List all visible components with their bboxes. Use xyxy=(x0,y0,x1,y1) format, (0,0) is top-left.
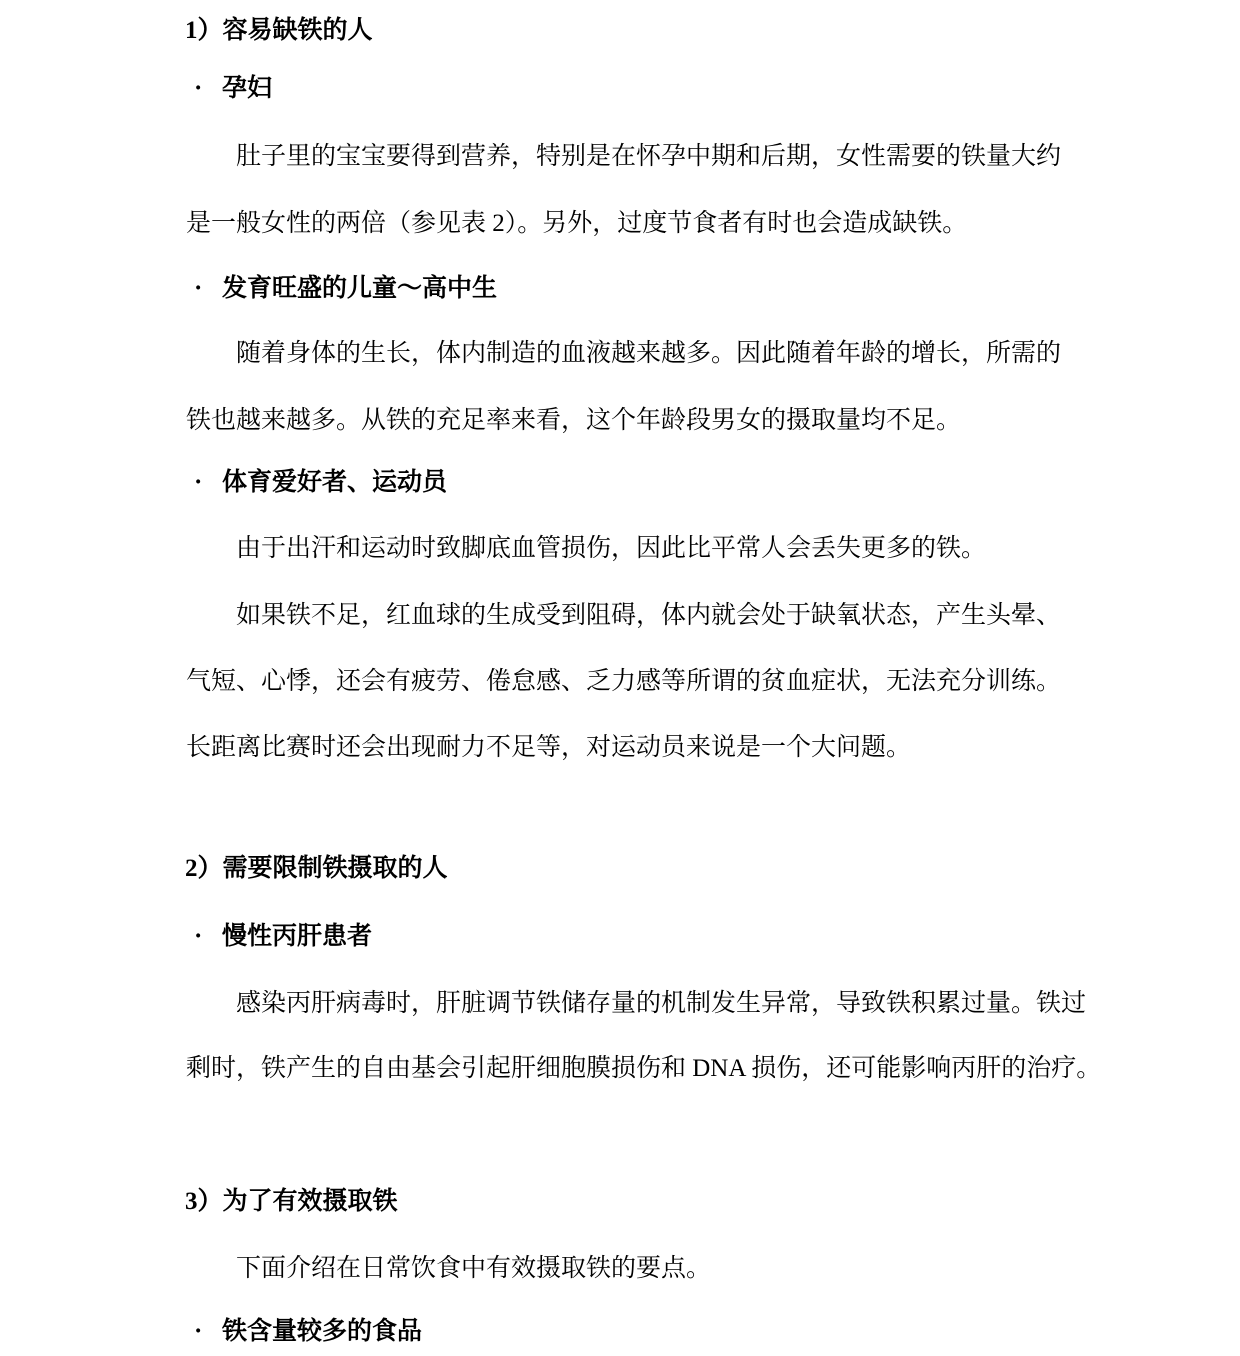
bullet-heading-label: 铁含量较多的食品 xyxy=(222,1318,423,1345)
para-athletes-line-3: 气短、心悸，还会有疲劳、倦怠感、乏力感等所谓的贫血症状，无法充分训练。 xyxy=(186,668,1062,695)
bullet-dot-icon: · xyxy=(194,1318,203,1345)
para-intro-effective-intake: 下面介绍在日常饮食中有效摄取铁的要点。 xyxy=(236,1255,712,1282)
bullet-heading-iron-rich-foods xyxy=(194,1318,422,1346)
bullet-heading-growing-children xyxy=(194,275,497,303)
bullet-heading-hepatitis-c-patients xyxy=(194,923,372,951)
para-hepatitis-line-2: 剩时，铁产生的自由基会引起肝细胞膜损伤和 DNA 损伤，还可能影响丙肝的治疗。 xyxy=(186,1055,1102,1082)
bullet-heading-athletes xyxy=(194,469,447,497)
para-athletes-line-4: 长距离比赛时还会出现耐力不足等，对运动员来说是一个大问题。 xyxy=(186,734,912,761)
bullet-heading-label: 孕妇 xyxy=(222,75,273,102)
para-hepatitis-line-1: 感染丙肝病毒时，肝脏调节铁储存量的机制发生异常，导致铁积累过量。铁过 xyxy=(236,990,1087,1017)
bullet-dot-icon: · xyxy=(194,275,203,302)
bullet-heading-pregnant-women xyxy=(194,75,272,103)
bullet-heading-label: 慢性丙肝患者 xyxy=(222,923,373,950)
bullet-dot-icon: · xyxy=(194,75,203,102)
bullet-heading-label: 体育爱好者、运动员 xyxy=(222,469,448,496)
bullet-dot-icon: · xyxy=(194,923,203,950)
section-3-heading: 3）为了有效摄取铁 xyxy=(185,1188,398,1215)
section-1-heading: 1）容易缺铁的人 xyxy=(185,17,373,44)
para-pregnant-line-1: 肚子里的宝宝要得到营养，特别是在怀孕中期和后期，女性需要的铁量大约 xyxy=(236,143,1062,170)
para-children-line-1: 随着身体的生长，体内制造的血液越来越多。因此随着年龄的增长，所需的 xyxy=(236,340,1062,367)
para-athletes-line-1: 由于出汗和运动时致脚底血管损伤，因此比平常人会丢失更多的铁。 xyxy=(236,535,987,562)
section-2-heading: 2）需要限制铁摄取的人 xyxy=(185,855,448,882)
bullet-dot-icon: · xyxy=(194,469,203,496)
para-pregnant-line-2: 是一般女性的两倍（参见表 2）。另外，过度节食者有时也会造成缺铁。 xyxy=(186,210,968,237)
para-athletes-line-2: 如果铁不足，红血球的生成受到阻碍，体内就会处于缺氧状态，产生头晕、 xyxy=(236,602,1062,629)
para-children-line-2: 铁也越来越多。从铁的充足率来看，这个年龄段男女的摄取量均不足。 xyxy=(186,407,962,434)
bullet-heading-label: 发育旺盛的儿童～高中生 xyxy=(222,275,498,302)
